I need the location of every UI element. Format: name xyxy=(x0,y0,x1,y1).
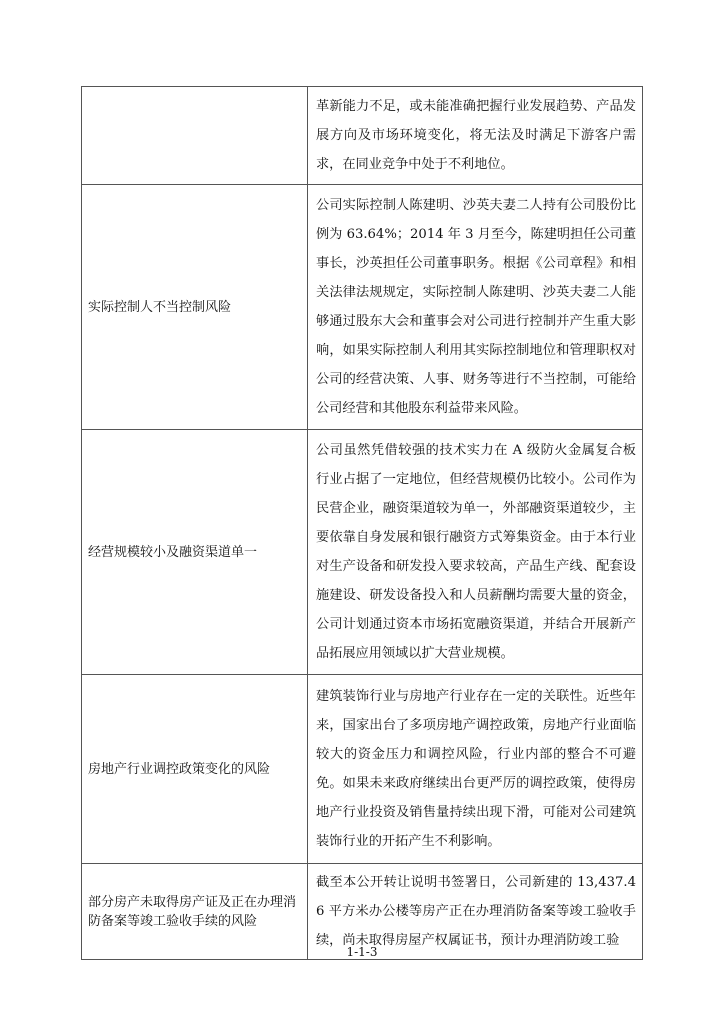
risk-name-cell: 部分房产未取得房产证及正在办理消防备案等竣工验收手续的风险 xyxy=(82,864,308,960)
risk-name-cell: 经营规模较小及融资渠道单一 xyxy=(82,430,308,675)
risk-description-cell: 建筑装饰行业与房地产行业存在一定的关联性。近些年来，国家出台了多项房地产调控政策，房地产行业面临较大的资金压力和调控风险，行业内部的整合不可避免。如果未来政府继续出台更严厉的调控政策，使得房地产行业投资及销售量持续出现下滑，可能对公司建筑装饰行业的开拓产生不利影响。 xyxy=(308,675,643,864)
table-row xyxy=(82,87,643,185)
risk-name-cell: 实际控制人不当控制风险 xyxy=(82,185,308,430)
table-row xyxy=(82,430,643,675)
risk-description-cell: 公司实际控制人陈建明、沙英夫妻二人持有公司股份比例为 63.64%；2014 年 3 月至今，陈建明担任公司董事长，沙英担任公司董事职务。根据《公司章程》和相关法律法规规定，实际控制人陈建明、沙英夫妻二人能够通过股东大会和董事会对公司进行控制并产生重大影响，如果实际控制人利用其实际控制地位和管理职权对公司的经营决策、人事、财务等进行不当控制，可能给公司经营和其他股东利益带来风险。 xyxy=(308,185,643,430)
risk-description-cell: 截至本公开转让说明书签署日，公司新建的 13,437.46 平方米办公楼等房产正在办理消防备案等竣工验收手续，尚未取得房屋产权属证书，预计办理消防竣工验 xyxy=(308,864,643,960)
risk-name-cell: 房地产行业调控政策变化的风险 xyxy=(82,675,308,864)
risk-name-cell xyxy=(82,87,308,185)
risk-description-cell: 公司虽然凭借较强的技术实力在 A 级防火金属复合板行业占据了一定地位，但经营规模仍比较小。公司作为民营企业，融资渠道较为单一，外部融资渠道较少，主要依靠自身发展和银行融资方式筹集资金。由于本行业对生产设备和研发投入要求较高，产品生产线、配套设施建设、研发设备投入和人员薪酬均需要大量的资金，公司计划通过资本市场拓宽融资渠道，并结合开展新产品拓展应用领域以扩大营业规模。 xyxy=(308,430,643,675)
table-row xyxy=(82,675,643,864)
risk-description-cell: 革新能力不足，或未能准确把握行业发展趋势、产品发展方向及市场环境变化，将无法及时满足下游客户需求，在同业竞争中处于不利地位。 xyxy=(308,87,643,185)
page-number: 1-1-3 xyxy=(346,945,378,959)
table-row xyxy=(82,185,643,430)
risk-table xyxy=(81,86,643,960)
